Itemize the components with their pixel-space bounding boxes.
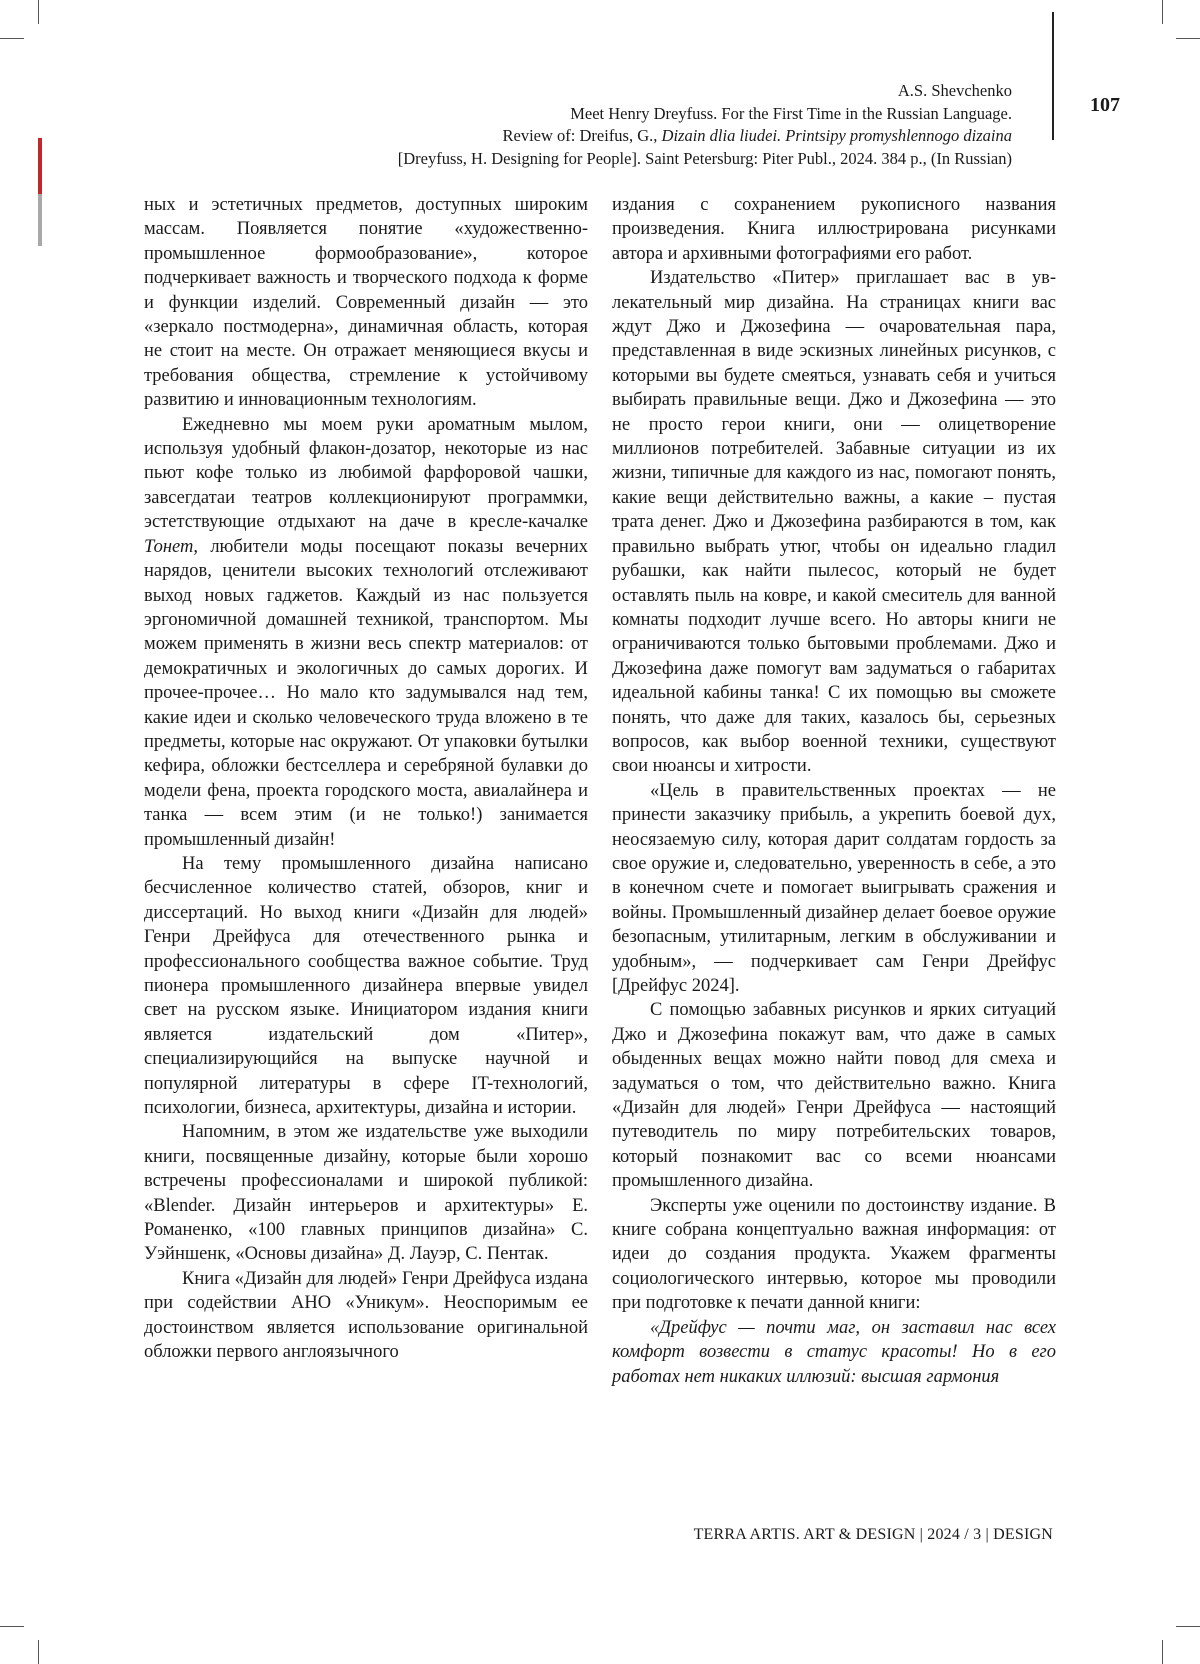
crop-mark (1162, 1640, 1163, 1664)
paragraph: На тему промышленного дизайна написано бесчисленное количество статей, обзоров, книг и диссертаций. Но выход книги «Дизайн для людей» Генри Дрейфуса для отечественного рынка и профессионального сообщества важное событие. Труд пионера промышленного дизайнера впервые увидел свет на русском языке. Инициатором издания книги является издательский дом «Питер», специализирующийся на выпуске научной и популярной литературы в сфере IT-технологий, психологии, бизнеса, архитектуры, дизайна и истории. (144, 853, 588, 1119)
section-marker-red (38, 138, 42, 194)
paragraph-text: Ежедневно мы моем руки ароматным мылом, используя удобный флакон-дозатор, некоторые из нас пьют кофе только из любимой фарфоровой чашки, завсегдатаи театров коллекционируют программки, эстетствующие отдыхают на даче в кресле-качалке (144, 414, 588, 533)
paragraph (144, 413, 588, 852)
paragraph: С помощью забавных рисунков и ярких ситуаций Джо и Джозефина покажут вам, что даже в самых обыденных вещах можно найти повод для смеха и задуматься о том, что действительно важно. Книга «Дизайн для людей» Генри Дрейфуса — настоящий путеводитель по миру потребительских товаров, который познакомит вас со всеми нюансами промышленного дизайна. (612, 1000, 1056, 1192)
section-marker-gray (38, 194, 42, 246)
crop-mark (0, 38, 24, 39)
paragraph: издания с сохранением рукописного названия произведения. Книга иллюстрирована рисунками автора и архивными фотографиями его работ. (612, 195, 1056, 264)
paragraph: Книга «Дизайн для людей» Генри Дрейфуса издана при содействии АНО «Уникум». Неоспоримым ее достоинством является использование оригинальной обложки первого англоязычного (144, 1268, 588, 1363)
crop-mark (38, 1640, 39, 1664)
header-author: A.S. Shevchenko (897, 81, 1012, 100)
header-review-italic: Dizain dlia liudei. Printsipy promyshlennogo dizaina (661, 126, 1012, 145)
header-title: Meet Henry Dreyfuss. For the First Time in the Russian Language. (570, 103, 1012, 123)
paragraph: «Цель в правительственных проектах — не принести заказчику прибыль, а укрепить боевой дух, неосязаемую силу, которая дарит солдатам гордость за свое оружие и, следовательно, уверенность в себе, а это в конечном счете и помогает выигрывать сражения и войны. Промышленный дизайнер делает боевое оружие безопасным, утилитарным, легким в обслуживании и удобным», — подчеркивает сам Генри Дрейфус [Дрейфус 2024]. (612, 780, 1056, 996)
running-header (192, 80, 1012, 170)
left-column (144, 193, 588, 1365)
right-column (612, 193, 1056, 1389)
quote-paragraph: «Дрейфус — почти маг, он заставил нас всех комфорт возвести в статус красоты! Но в его работах нет никаких иллюзий: высшая гармония (612, 1317, 1056, 1387)
header-review-prefix: Review of: Dreifus, G., (502, 126, 662, 145)
journal-footer: TERRA ARTIS. ART & DESIGN | 2024 / 3 | DESIGN (693, 1526, 1053, 1543)
paragraph: ных и эстетичных предметов, доступных широким массам. Появляется понятие «художественно-промышленное формообразование», которое подчеркивает важность и творческого подхода к форме и функции изделий. Современный дизайн — это «зеркало постмодерна», динамичная область, которая не стоит на месте. Он отражает меняющиеся вкусы и требования общества, стремление к устойчивому развитию и инновационным технологиям. (144, 195, 588, 411)
paragraph-text: , любители моды посещают показы вечерних нарядов, ценители высоких технологий отслеживают выход новых гаджетов. Каждый из нас пользуется эргономичной домашней техникой, транспортом. Мы можем применять в жизни весь спектр материалов: от демократичных и экологичных до самых дорогих. И прочее-прочее… Но мало кто задумывался над тем, какие идеи и сколько человеческого труда вложено в те предметы, которые нас окружают. От упаковки бутылки кефира, обложки бестселлера и серебряной булавки до модели фена, проекта городского моста, авиалайнера и танка — всем этим (и не только!) занимается промышленный дизайн! (144, 536, 588, 850)
crop-mark (38, 0, 39, 24)
page-number: 107 (1090, 94, 1120, 116)
paragraph: Эксперты уже оценили по достоинству издание. В книге собрана концептуально важная информация: от идеи до создания продукта. Укажем фрагменты социологического интервью, которое мы проводили при подготовке к печати данной книги: (612, 1195, 1056, 1314)
crop-mark (1176, 38, 1200, 39)
header-divider (1052, 12, 1054, 140)
paragraph: Издательство «Питер» приглашает вас в увлекательный мир дизайна. На страницах книги вас ждут Джо и Джозефина — очаровательная пара, представленная в виде эскизных линейных рисунков, с которыми вы будете смеяться, узнавать себя и учиться выбирать правильные вещи. Джо и Джозефина — это не просто герои книги, они — олицетворение миллионов потребителей. Забавные ситуации из их жизни, типичные для каждого из нас, помогают понять, какие вещи действительно важны, а какие – пустая трата денег. Джо и Джозефина разбираются в том, как правильно выбрать утюг, чтобы он идеально гладил рубашки, как найти пылесос, который не будет оставлять пыль на ковре, и какой смеситель для ванной комнаты подходит лучше всего. Но авторы книги не ограничиваются только бытовыми проблемами. Джо и Джозефина даже помогут вам задуматься о габаритах идеальной кабины танка! С их помощью вы сможете понять, что даже для таких, казалось бы, серьезных вопросов, как выбор военной техники, существуют свои нюансы и хитрости. (612, 268, 1056, 777)
crop-mark (1162, 0, 1163, 24)
paragraph: Напомним, в этом же издательстве уже выходили книги, посвященные дизайну, которые были хорошо встречены профессионалами и широкой публикой: «Blender. Дизайн интерьеров и архитектуры» Е. Романенко, «100 главных принципов дизайна» С. Уэйншенк, «Основы дизайна» Д. Лауэр, С. Пентак. (144, 1122, 588, 1265)
emphasis-text: Тонет (144, 536, 194, 557)
header-review-line2: [Dreyfuss, H. Designing for People]. Saint Petersburg: Piter Publ., 2024. 384 p., (In Russian) (397, 148, 1012, 168)
header-review-line (192, 125, 1012, 148)
crop-mark (0, 1626, 24, 1627)
crop-mark (1176, 1626, 1200, 1627)
